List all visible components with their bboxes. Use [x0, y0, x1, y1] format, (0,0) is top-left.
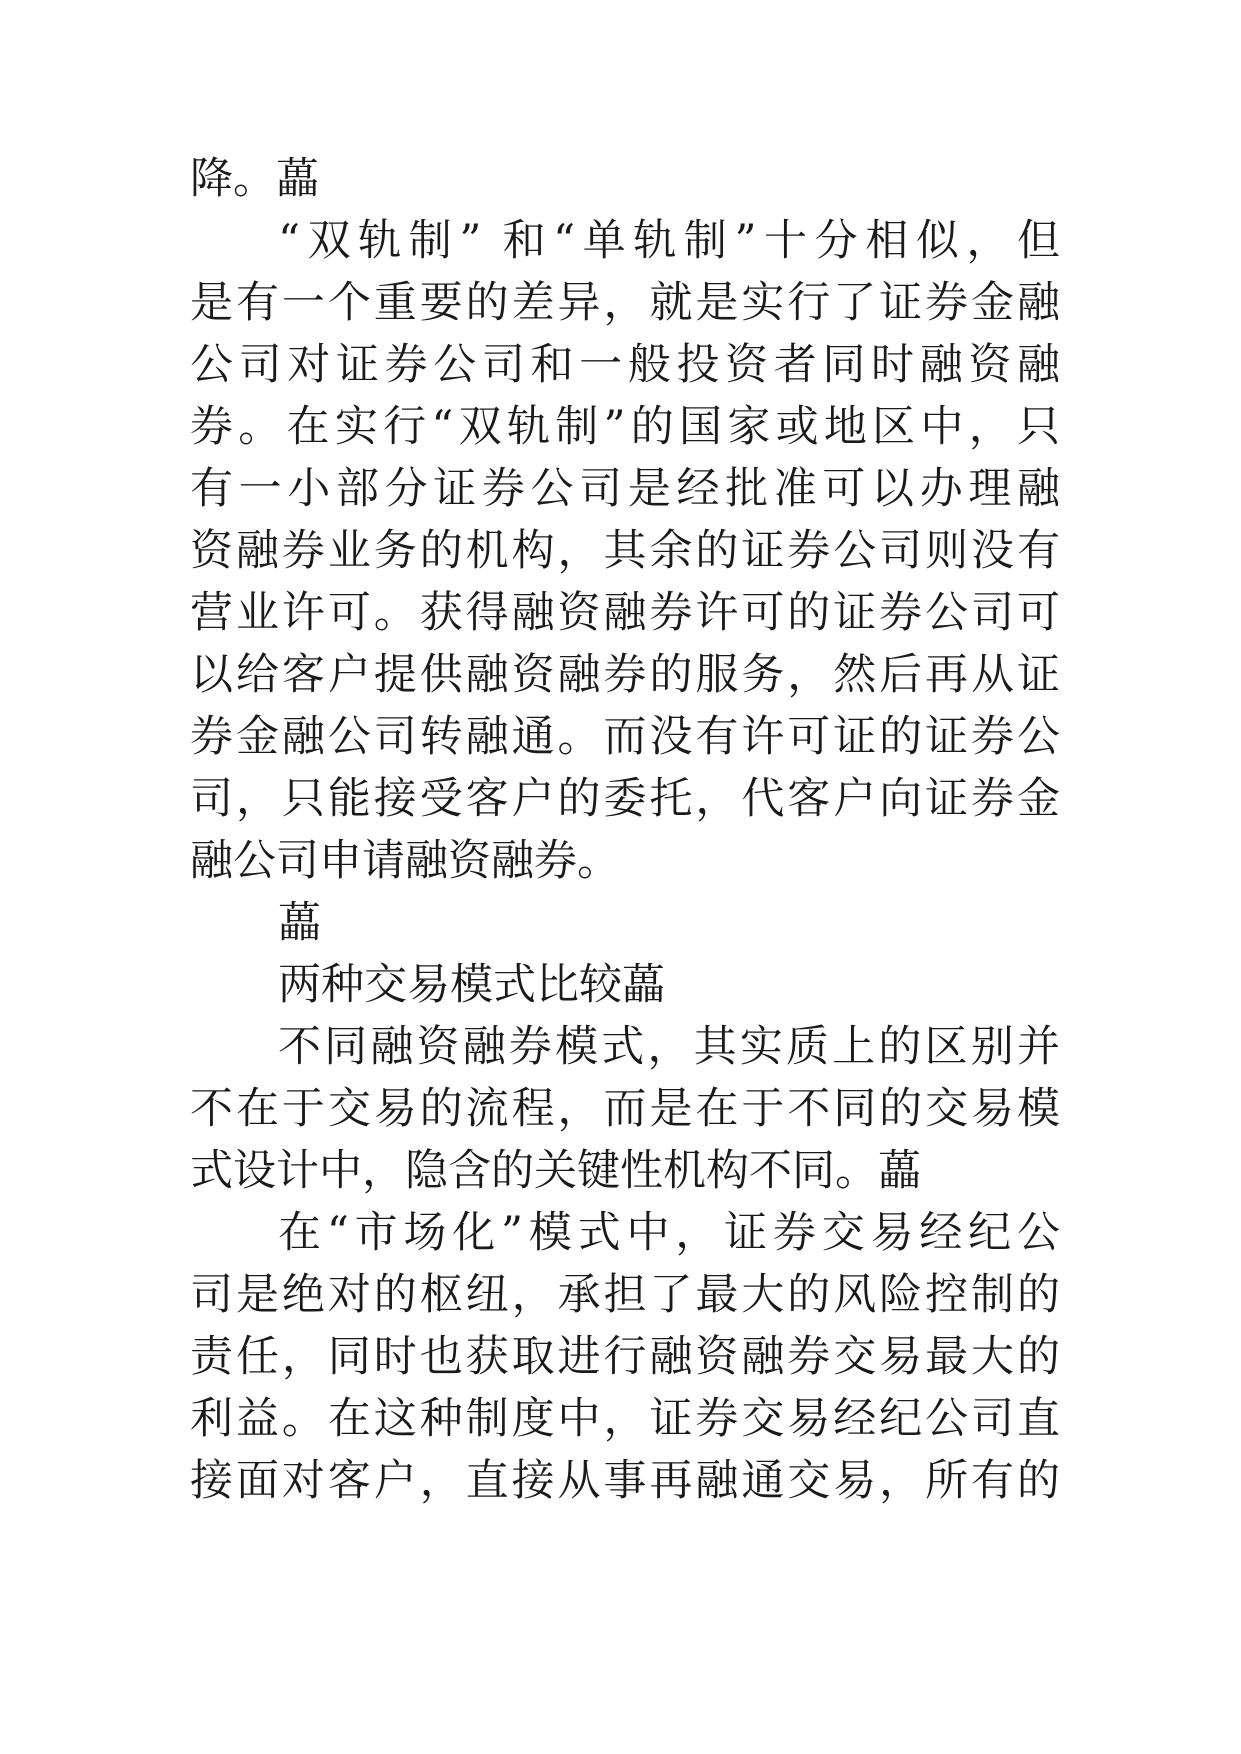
text-line: 公司对证券公司和一般投资者同时融资融 [190, 340, 1060, 390]
text-line: 在“市场化”模式中，证券交易经纪公 [278, 1208, 1060, 1258]
text-line: 司是绝对的枢纽，承担了最大的风险控制的 [190, 1270, 1060, 1320]
document-body [190, 148, 1060, 1512]
text-line: 营业许可。获得融资融券许可的证券公司可 [190, 588, 1060, 638]
text-line: 券金融公司转融通。而没有许可证的证券公 [190, 712, 1060, 762]
text-line: 券。在实行“双轨制”的国家或地区中，只 [190, 402, 1060, 452]
text-line: 利益。在这种制度中，证券交易经纪公司直 [190, 1394, 1060, 1444]
text-line: 以给客户提供融资融券的服务，然后再从证 [190, 650, 1060, 700]
text-line: 降。藟 [190, 154, 319, 204]
section-heading: 两种交易模式比较藟 [278, 960, 665, 1010]
text-line: 藟 [278, 898, 321, 948]
text-line: 不在于交易的流程，而是在于不同的交易模 [190, 1084, 1060, 1134]
text-line: 司，只能接受客户的委托，代客户向证券金 [190, 774, 1060, 824]
text-line: 融公司申请融资融券。 [190, 836, 620, 886]
text-line: 资融券业务的机构，其余的证券公司则没有 [190, 526, 1060, 576]
text-line: 式设计中，隐含的关键性机构不同。藟 [190, 1146, 921, 1196]
text-line: “双轨制” 和“单轨制”十分相似，但 [278, 216, 1060, 266]
text-line: 有一小部分证券公司是经批准可以办理融 [190, 464, 1060, 514]
text-line: 接面对客户，直接从事再融通交易，所有的 [190, 1456, 1060, 1506]
text-line: 是有一个重要的差异，就是实行了证券金融 [190, 278, 1060, 328]
text-line: 不同融资融券模式，其实质上的区别并 [278, 1022, 1060, 1072]
text-line: 责任，同时也获取进行融资融券交易最大的 [190, 1332, 1060, 1382]
